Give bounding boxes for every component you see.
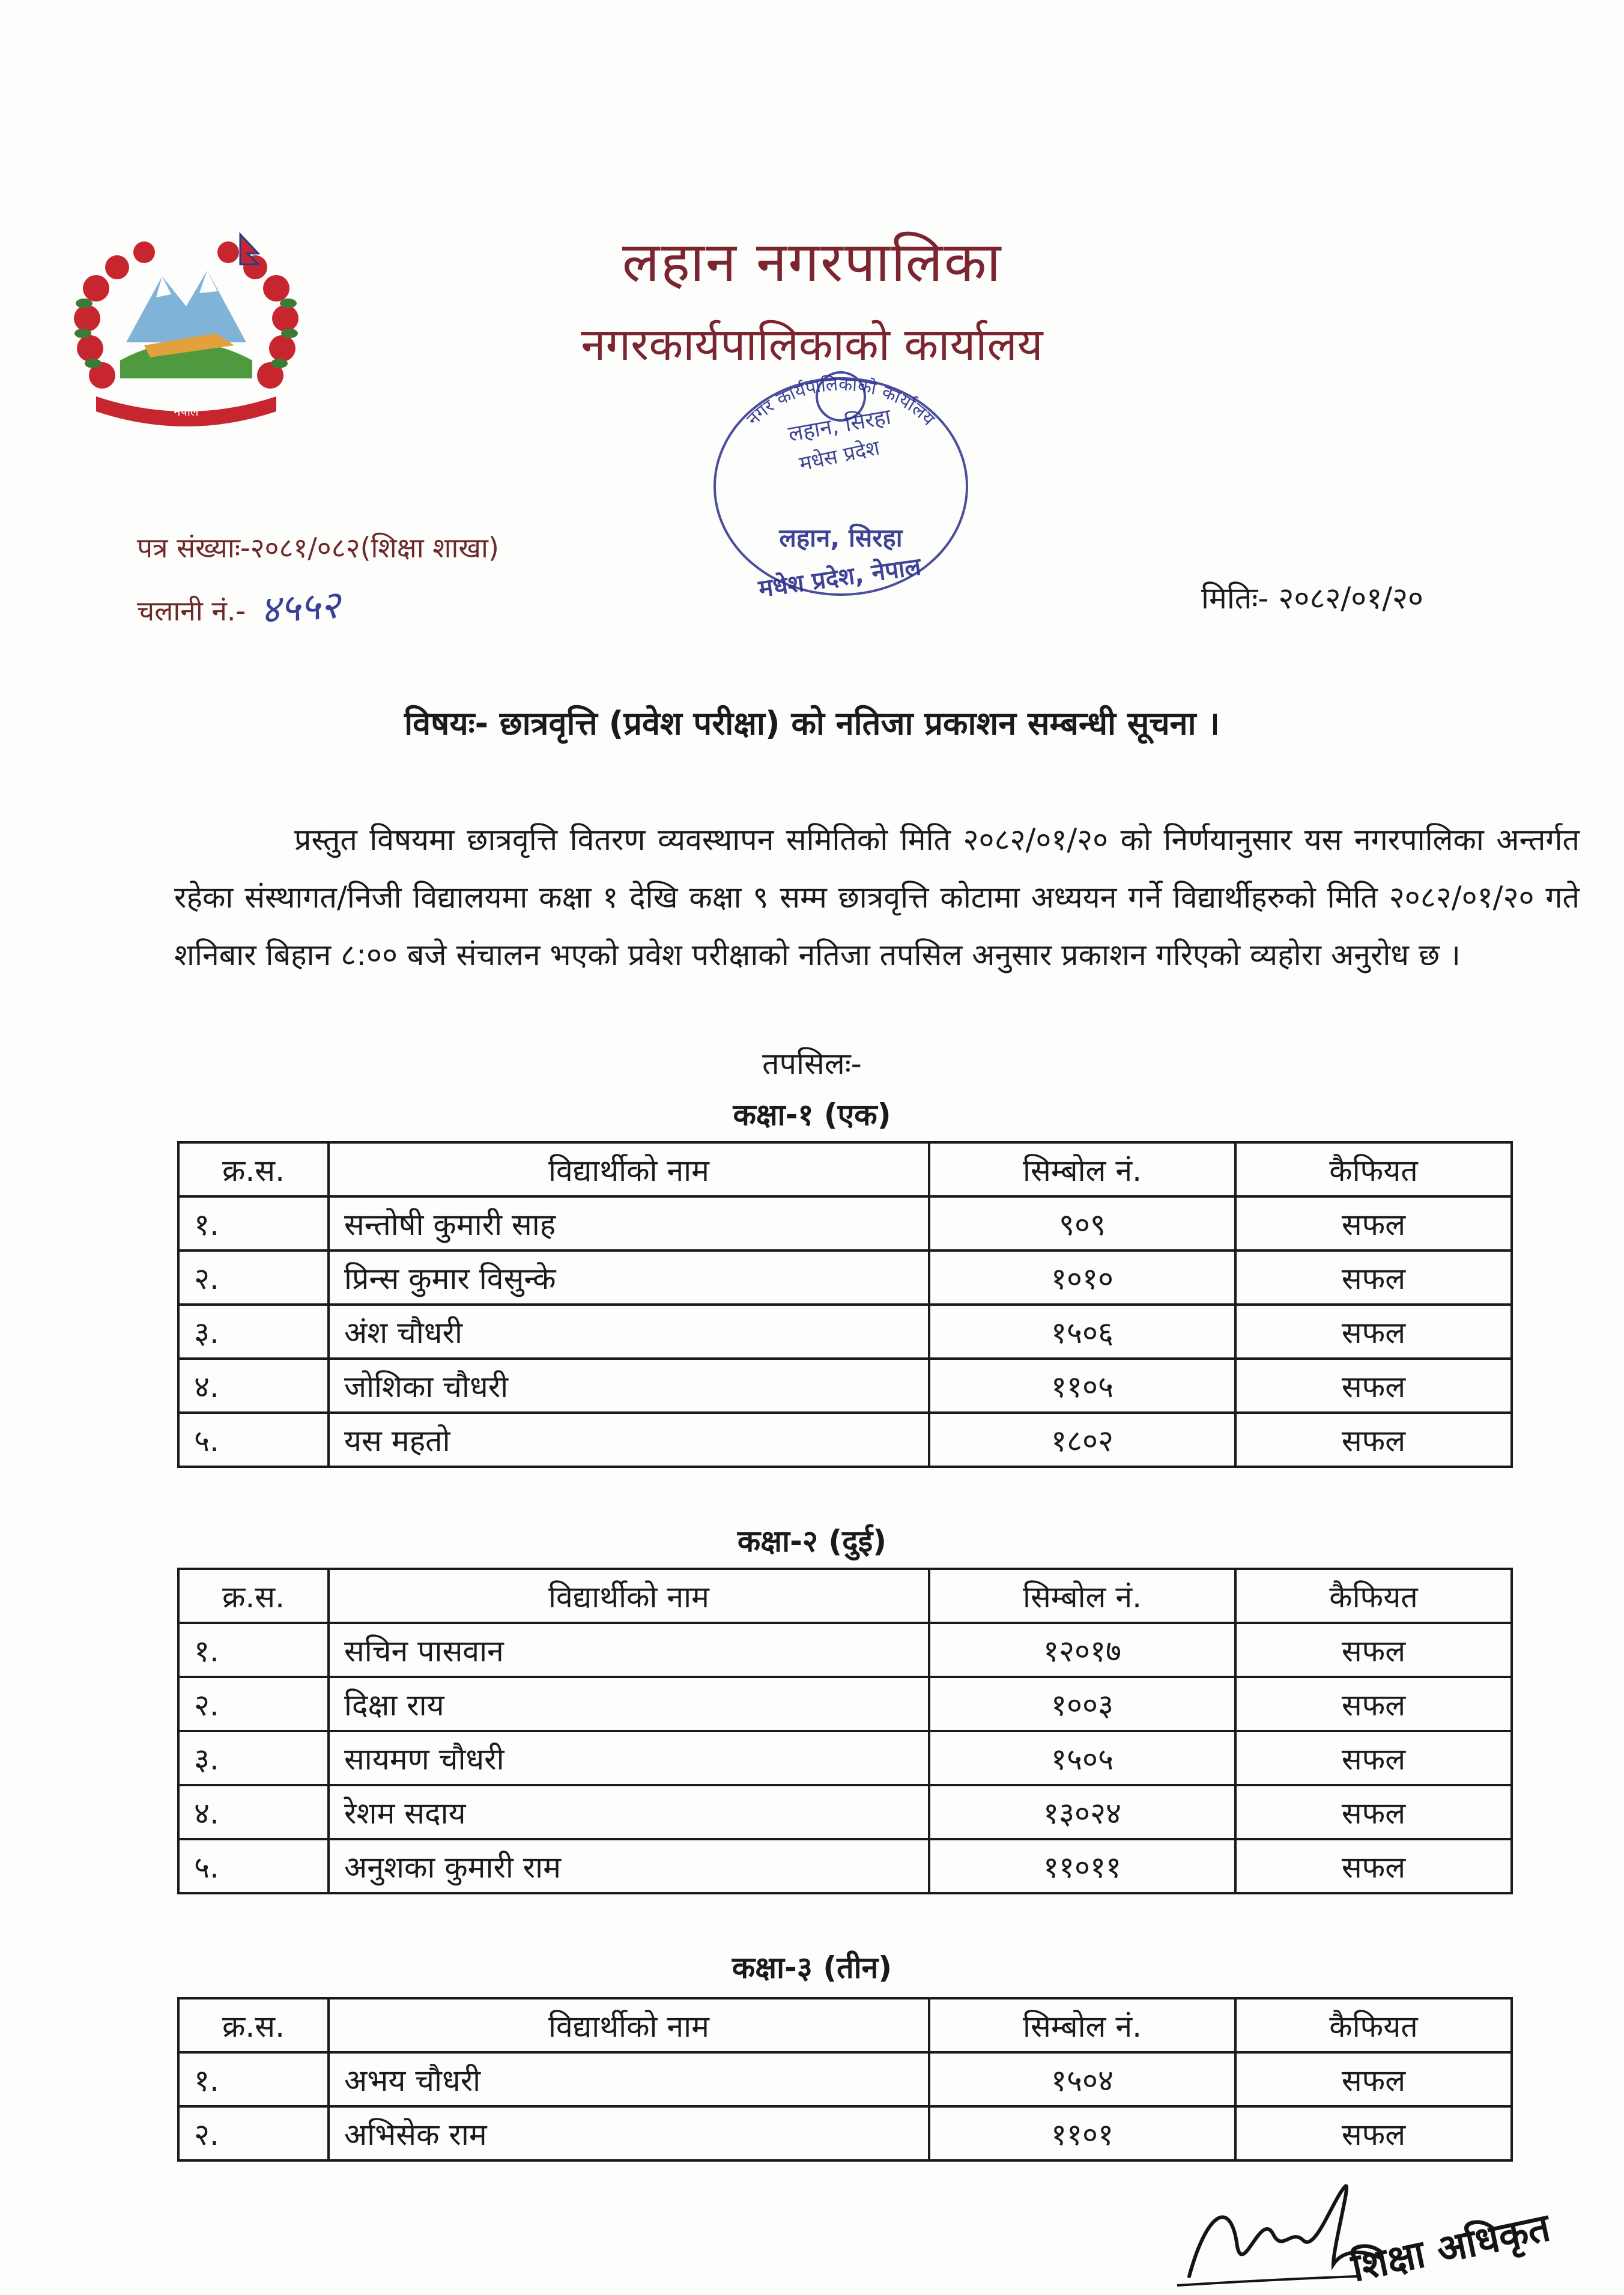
class-2-title: कक्षा-२ (दुई) (737, 1524, 887, 1559)
cell-serial: २. (178, 2106, 329, 2160)
cell-student-name: प्रिन्स कुमार विसुन्के (329, 1251, 929, 1305)
table-row (178, 2106, 1512, 2160)
class-1-results-table (177, 1141, 1513, 1468)
cell-symbol-number: ९०९ (929, 1196, 1235, 1251)
table-row (178, 1359, 1512, 1413)
letter-number: पत्र संख्याः-२०८१/०८२(शिक्षा शाखा) (137, 532, 499, 564)
organization-name: लहान नगरपालिका (622, 230, 1002, 294)
date-row (1201, 577, 1423, 617)
cell-student-name: अभय चौधरी (329, 2052, 929, 2106)
date-label: मितिः- (1201, 581, 1269, 616)
cell-remark: सफल (1235, 1251, 1512, 1305)
cell-remark: सफल (1235, 2106, 1512, 2160)
table-row (178, 2052, 1512, 2106)
cell-student-name: रेशम सदाय (329, 1785, 929, 1839)
table-row (178, 1623, 1512, 1677)
table-header-row (178, 1998, 1512, 2052)
stamp-arc-text: नगर कार्यपालिकाको कार्यालय (742, 374, 939, 430)
cell-symbol-number: १५०६ (929, 1305, 1235, 1359)
header-symbol-number: सिम्बोल नं. (929, 1998, 1235, 2052)
officer-title: शिक्षा अधिकृत (1347, 2205, 1554, 2291)
cell-serial: २. (178, 1251, 329, 1305)
cell-remark: सफल (1235, 1839, 1512, 1893)
cell-student-name: दिक्षा राय (329, 1677, 929, 1731)
body-paragraph: प्रस्तुत विषयमा छात्रवृत्ति वितरण व्यवस्थापन समितिको मिति २०८२/०१/२० को निर्णयानुसार यस नगरपालिका अन्तर्गत रहेका संस्थागत/निजी विद्यालयमा कक्षा १ देखि कक्षा ९ सम्म छात्रवृत्ति कोटामा अध्ययन गर्ने विद्यार्थीहरुको मिति २०८२/०१/२० गते शनिबार बिहान ८:०० बजे संचालन भएको प्रवेश परीक्षाको नतिजा तपसिल अनुसार प्रकाशन गरिएको व्यहोरा अनुरोध छ । (174, 822, 1580, 972)
cell-serial: ४. (178, 1359, 329, 1413)
cell-student-name: यस महतो (329, 1413, 929, 1467)
cell-remark: सफल (1235, 1305, 1512, 1359)
header-remark: कैफियत (1235, 1142, 1512, 1196)
class-3-title: कक्षा-३ (तीन) (732, 1950, 892, 1985)
cell-student-name: सायमण चौधरी (329, 1731, 929, 1785)
cell-remark: सफल (1235, 2052, 1512, 2106)
cell-student-name: सन्तोषी कुमारी साह (329, 1196, 929, 1251)
subject-line: विषयः- छात्रवृत्ति (प्रवेश परीक्षा) को नतिजा प्रकाशन सम्बन्धी सूचना । (404, 705, 1220, 742)
cell-serial: ३. (178, 1731, 329, 1785)
table-row (178, 1305, 1512, 1359)
dispatch-number-row (137, 580, 340, 632)
annex-label: तपसिलः- (762, 1046, 862, 1081)
emblem-caption: नेपाल (174, 404, 199, 419)
header-serial: क्र.स. (178, 1569, 329, 1623)
office-name: नगरकार्यपालिकाको कार्यालय (581, 319, 1043, 371)
class-3-results-table (177, 1997, 1513, 2162)
cell-serial: १. (178, 2052, 329, 2106)
header-student-name: विद्यार्थीको नाम (329, 1142, 929, 1196)
cell-serial: १. (178, 1623, 329, 1677)
cell-remark: सफल (1235, 1731, 1512, 1785)
header-serial: क्र.स. (178, 1998, 329, 2052)
table-row (178, 1251, 1512, 1305)
header-serial: क्र.स. (178, 1142, 329, 1196)
table-row (178, 1196, 1512, 1251)
table-row (178, 1785, 1512, 1839)
cell-symbol-number: ११०११ (929, 1839, 1235, 1893)
cell-symbol-number: १००३ (929, 1677, 1235, 1731)
cell-student-name: जोशिका चौधरी (329, 1359, 929, 1413)
cell-serial: ५. (178, 1413, 329, 1467)
cell-remark: सफल (1235, 1677, 1512, 1731)
cell-student-name: अभिसेक राम (329, 2106, 929, 2160)
cell-remark: सफल (1235, 1623, 1512, 1677)
stamp-line-3: लहान, सिरहा (779, 523, 903, 553)
cell-serial: ४. (178, 1785, 329, 1839)
class-1-title: कक्षा-१ (एक) (733, 1097, 891, 1132)
class-2-results-table (177, 1568, 1513, 1894)
date-value: २०८२/०१/२० (1278, 581, 1424, 616)
cell-serial: ५. (178, 1839, 329, 1893)
table-row (178, 1677, 1512, 1731)
header-remark: कैफियत (1235, 1998, 1512, 2052)
official-stamp (691, 360, 991, 625)
table-header-row (178, 1569, 1512, 1623)
table-header-row (178, 1142, 1512, 1196)
cell-symbol-number: १३०२४ (929, 1785, 1235, 1839)
cell-symbol-number: १५०५ (929, 1731, 1235, 1785)
cell-serial: १. (178, 1196, 329, 1251)
cell-remark: सफल (1235, 1359, 1512, 1413)
table-row (178, 1839, 1512, 1893)
table-row (178, 1731, 1512, 1785)
cell-symbol-number: ११०५ (929, 1359, 1235, 1413)
cell-symbol-number: १२०१७ (929, 1623, 1235, 1677)
header-symbol-number: सिम्बोल नं. (929, 1142, 1235, 1196)
table-row (178, 1413, 1512, 1467)
stamp-line-4: मधेश प्रदेश, नेपाल (757, 553, 923, 603)
cell-symbol-number: १०१० (929, 1251, 1235, 1305)
cell-symbol-number: ११०१ (929, 2106, 1235, 2160)
cell-student-name: सचिन पासवान (329, 1623, 929, 1677)
cell-symbol-number: १५०४ (929, 2052, 1235, 2106)
stamp-line-2: मधेस प्रदेश (797, 435, 882, 476)
header-symbol-number: सिम्बोल नं. (929, 1569, 1235, 1623)
header-student-name: विद्यार्थीको नाम (329, 1998, 929, 2052)
cell-symbol-number: १८०२ (929, 1413, 1235, 1467)
cell-student-name: अंश चौधरी (329, 1305, 929, 1359)
dispatch-label: चलानी नं.- (137, 595, 246, 627)
stamp-line-1: लहान, सिरहा (786, 404, 893, 447)
cell-serial: २. (178, 1677, 329, 1731)
cell-remark: सफल (1235, 1785, 1512, 1839)
dispatch-number-handwritten: ४५५२ (258, 583, 342, 633)
cell-student-name: अनुशका कुमारी राम (329, 1839, 929, 1893)
cell-remark: सफल (1235, 1196, 1512, 1251)
header-student-name: विद्यार्थीको नाम (329, 1569, 929, 1623)
cell-remark: सफल (1235, 1413, 1512, 1467)
cell-serial: ३. (178, 1305, 329, 1359)
header-remark: कैफियत (1235, 1569, 1512, 1623)
